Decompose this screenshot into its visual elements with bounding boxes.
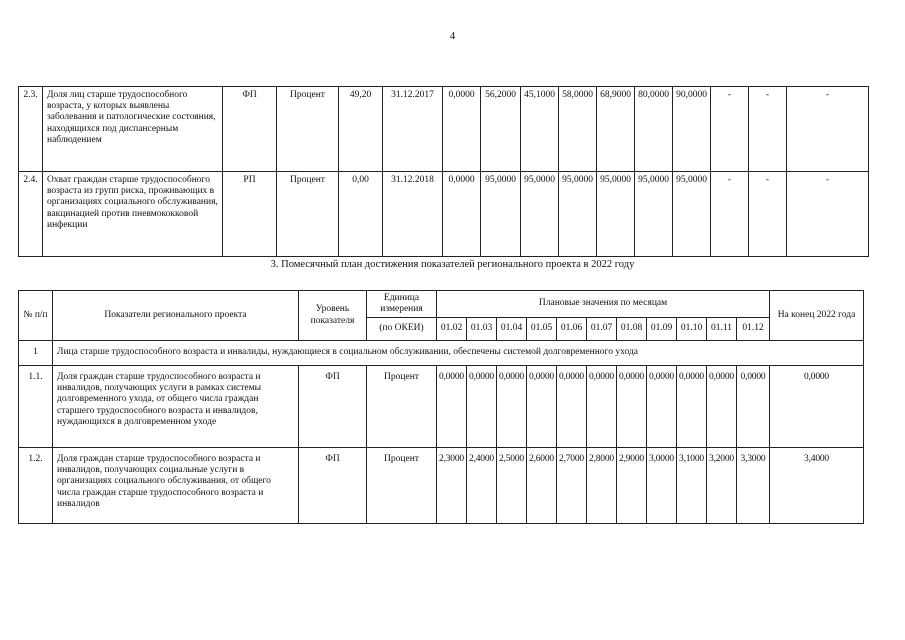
value-cell: 0,0000: [707, 366, 737, 448]
month-header: 01.02: [437, 318, 467, 341]
section-title: 3. Помесячный план достижения показателей регионального проекта в 2022 году: [270, 259, 635, 270]
value-cell: 2,8000: [587, 448, 617, 524]
value-cell: 0,0000: [677, 366, 707, 448]
header-num: № п/п: [19, 291, 53, 341]
value-cell: 68,9000: [597, 87, 635, 172]
monthly-plan-table: [18, 290, 864, 524]
value-cell: 0,0000: [587, 366, 617, 448]
base-date: 31.12.2017: [383, 87, 443, 172]
month-header: 01.12: [737, 318, 770, 341]
year-end-value: 3,4000: [770, 448, 864, 524]
value-cell: 95,0000: [559, 172, 597, 257]
value-cell: 3,2000: [707, 448, 737, 524]
value-cell: 90,0000: [673, 87, 711, 172]
value-cell: 3,0000: [647, 448, 677, 524]
value-cell: 0,0000: [617, 366, 647, 448]
base-value: 0,00: [339, 172, 383, 257]
header-unit: Единица измерения: [367, 291, 437, 318]
value-cell: -: [749, 87, 787, 172]
value-cell: 0,0000: [437, 366, 467, 448]
value-cell: 45,1000: [521, 87, 559, 172]
table-row: [19, 448, 864, 524]
value-cell: -: [787, 87, 869, 172]
value-cell: 2,5000: [497, 448, 527, 524]
value-cell: 0,0000: [527, 366, 557, 448]
month-header: 01.09: [647, 318, 677, 341]
row-number: 1.2.: [19, 448, 53, 524]
month-header: 01.05: [527, 318, 557, 341]
table-row: [19, 87, 869, 172]
value-cell: 3,1000: [677, 448, 707, 524]
section-number: 1: [19, 341, 53, 366]
header-level: Уровень показателя: [299, 291, 367, 341]
value-cell: 56,2000: [481, 87, 521, 172]
value-cell: 0,0000: [497, 366, 527, 448]
value-cell: 0,0000: [737, 366, 770, 448]
value-cell: 2,6000: [527, 448, 557, 524]
header-year-end: На конец 2022 года: [770, 291, 864, 341]
section-text: Лица старше трудоспособного возраста и инвалиды, нуждающиеся в социальном обслуживании, обеспечены системой долговременного ухода: [53, 341, 864, 366]
indicator-level: ФП: [299, 448, 367, 524]
table-row: [19, 172, 869, 257]
unit: Процент: [277, 172, 339, 257]
value-cell: -: [749, 172, 787, 257]
value-cell: -: [711, 172, 749, 257]
header-indicators: Показатели регионального проекта: [53, 291, 299, 341]
value-cell: -: [711, 87, 749, 172]
value-cell: 0,0000: [467, 366, 497, 448]
value-cell: 2,7000: [557, 448, 587, 524]
month-header: 01.10: [677, 318, 707, 341]
month-header: 01.04: [497, 318, 527, 341]
header-unit-okei: (по ОКЕИ): [367, 318, 437, 341]
month-header: 01.07: [587, 318, 617, 341]
value-cell: -: [787, 172, 869, 257]
month-header: 01.06: [557, 318, 587, 341]
indicator-name: Доля граждан старше трудоспособного возраста и инвалидов, получающих социальные услуги в организациях социального обслуживания, от общего числа граждан старше трудоспособного возраста и инвалидов: [53, 448, 299, 524]
indicator-name: Доля граждан старше трудоспособного возраста и инвалидов, получающих услуги в рамках системы долговременного ухода, от общего числа граждан старшего трудоспособного возраста и инвалидов, нуждающихся в долговременном уходе: [53, 366, 299, 448]
year-end-value: 0,0000: [770, 366, 864, 448]
header-planned: Плановые значения по месяцам: [437, 291, 770, 318]
base-value: 49,20: [339, 87, 383, 172]
value-cell: 95,0000: [521, 172, 559, 257]
value-cell: 2,3000: [437, 448, 467, 524]
month-header: 01.11: [707, 318, 737, 341]
value-cell: 2,4000: [467, 448, 497, 524]
header-row: [19, 291, 864, 318]
value-cell: 95,0000: [597, 172, 635, 257]
indicator-level: ФП: [223, 87, 277, 172]
value-cell: 95,0000: [673, 172, 711, 257]
indicator-name: Доля лиц старше трудоспособного возраста, у которых выявлены заболевания и патологические состояния, находящихся под диспансерным наблюдением: [43, 87, 223, 172]
unit: Процент: [367, 366, 437, 448]
value-cell: 58,0000: [559, 87, 597, 172]
indicators-table-continued: [18, 86, 869, 257]
section-row: [19, 341, 864, 366]
month-header: 01.03: [467, 318, 497, 341]
indicator-level: ФП: [299, 366, 367, 448]
value-cell: 80,0000: [635, 87, 673, 172]
row-number: 2.4.: [19, 172, 43, 257]
value-cell: 95,0000: [635, 172, 673, 257]
value-cell: 0,0000: [443, 172, 481, 257]
value-cell: 95,0000: [481, 172, 521, 257]
indicator-level: РП: [223, 172, 277, 257]
base-date: 31.12.2018: [383, 172, 443, 257]
indicator-name: Охват граждан старше трудоспособного возраста из групп риска, проживающих в организациях социального обслуживания, вакцинацией против пневмококковой инфекции: [43, 172, 223, 257]
value-cell: 0,0000: [443, 87, 481, 172]
unit: Процент: [367, 448, 437, 524]
unit: Процент: [277, 87, 339, 172]
row-number: 2.3.: [19, 87, 43, 172]
value-cell: 0,0000: [647, 366, 677, 448]
table-row: [19, 366, 864, 448]
month-header: 01.08: [617, 318, 647, 341]
value-cell: 3,3000: [737, 448, 770, 524]
value-cell: 2,9000: [617, 448, 647, 524]
page-number: 4: [449, 30, 456, 42]
value-cell: 0,0000: [557, 366, 587, 448]
row-number: 1.1.: [19, 366, 53, 448]
